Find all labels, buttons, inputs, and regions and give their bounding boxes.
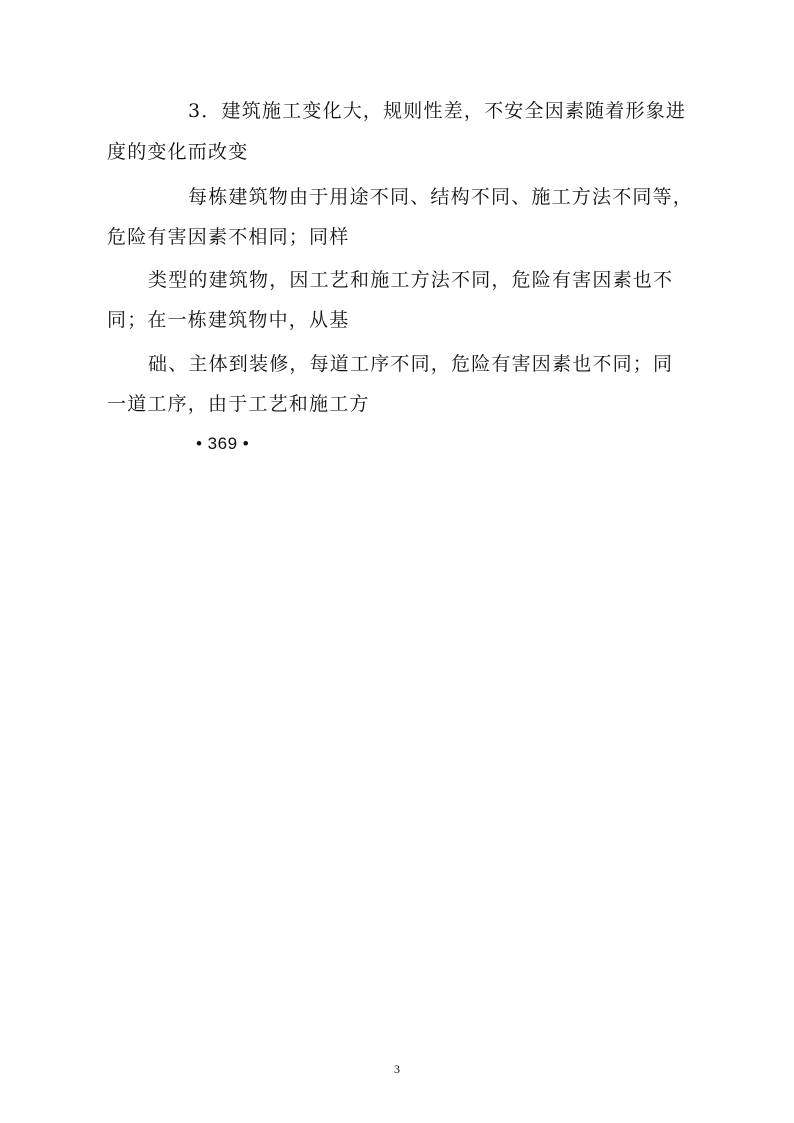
paragraph-line-4: 危险有害因素不相同；同样 [107,226,350,248]
inline-page-mark: • 369 • [196,434,250,453]
paragraph-line-7: 础、主体到装修，每道工序不同，危险有害因素也不同；同 [148,353,674,375]
paragraph-line-1: 3．建筑施工变化大，规则性差，不安全因素随着形象进 [188,100,687,122]
paragraph-line-8: 一道工序，由于工艺和施工方 [107,393,370,415]
paragraph-line-3: 每栋建筑物由于用途不同、结构不同、施工方法不同等， [188,186,694,208]
paragraph-line-6: 同；在一栋建筑物中，从基 [107,309,350,331]
footer-page-number: 3 [394,1062,400,1076]
paragraph-line-5: 类型的建筑物，因工艺和施工方法不同，危险有害因素也不 [148,269,674,291]
paragraph-line-2: 度的变化而改变 [107,141,249,163]
